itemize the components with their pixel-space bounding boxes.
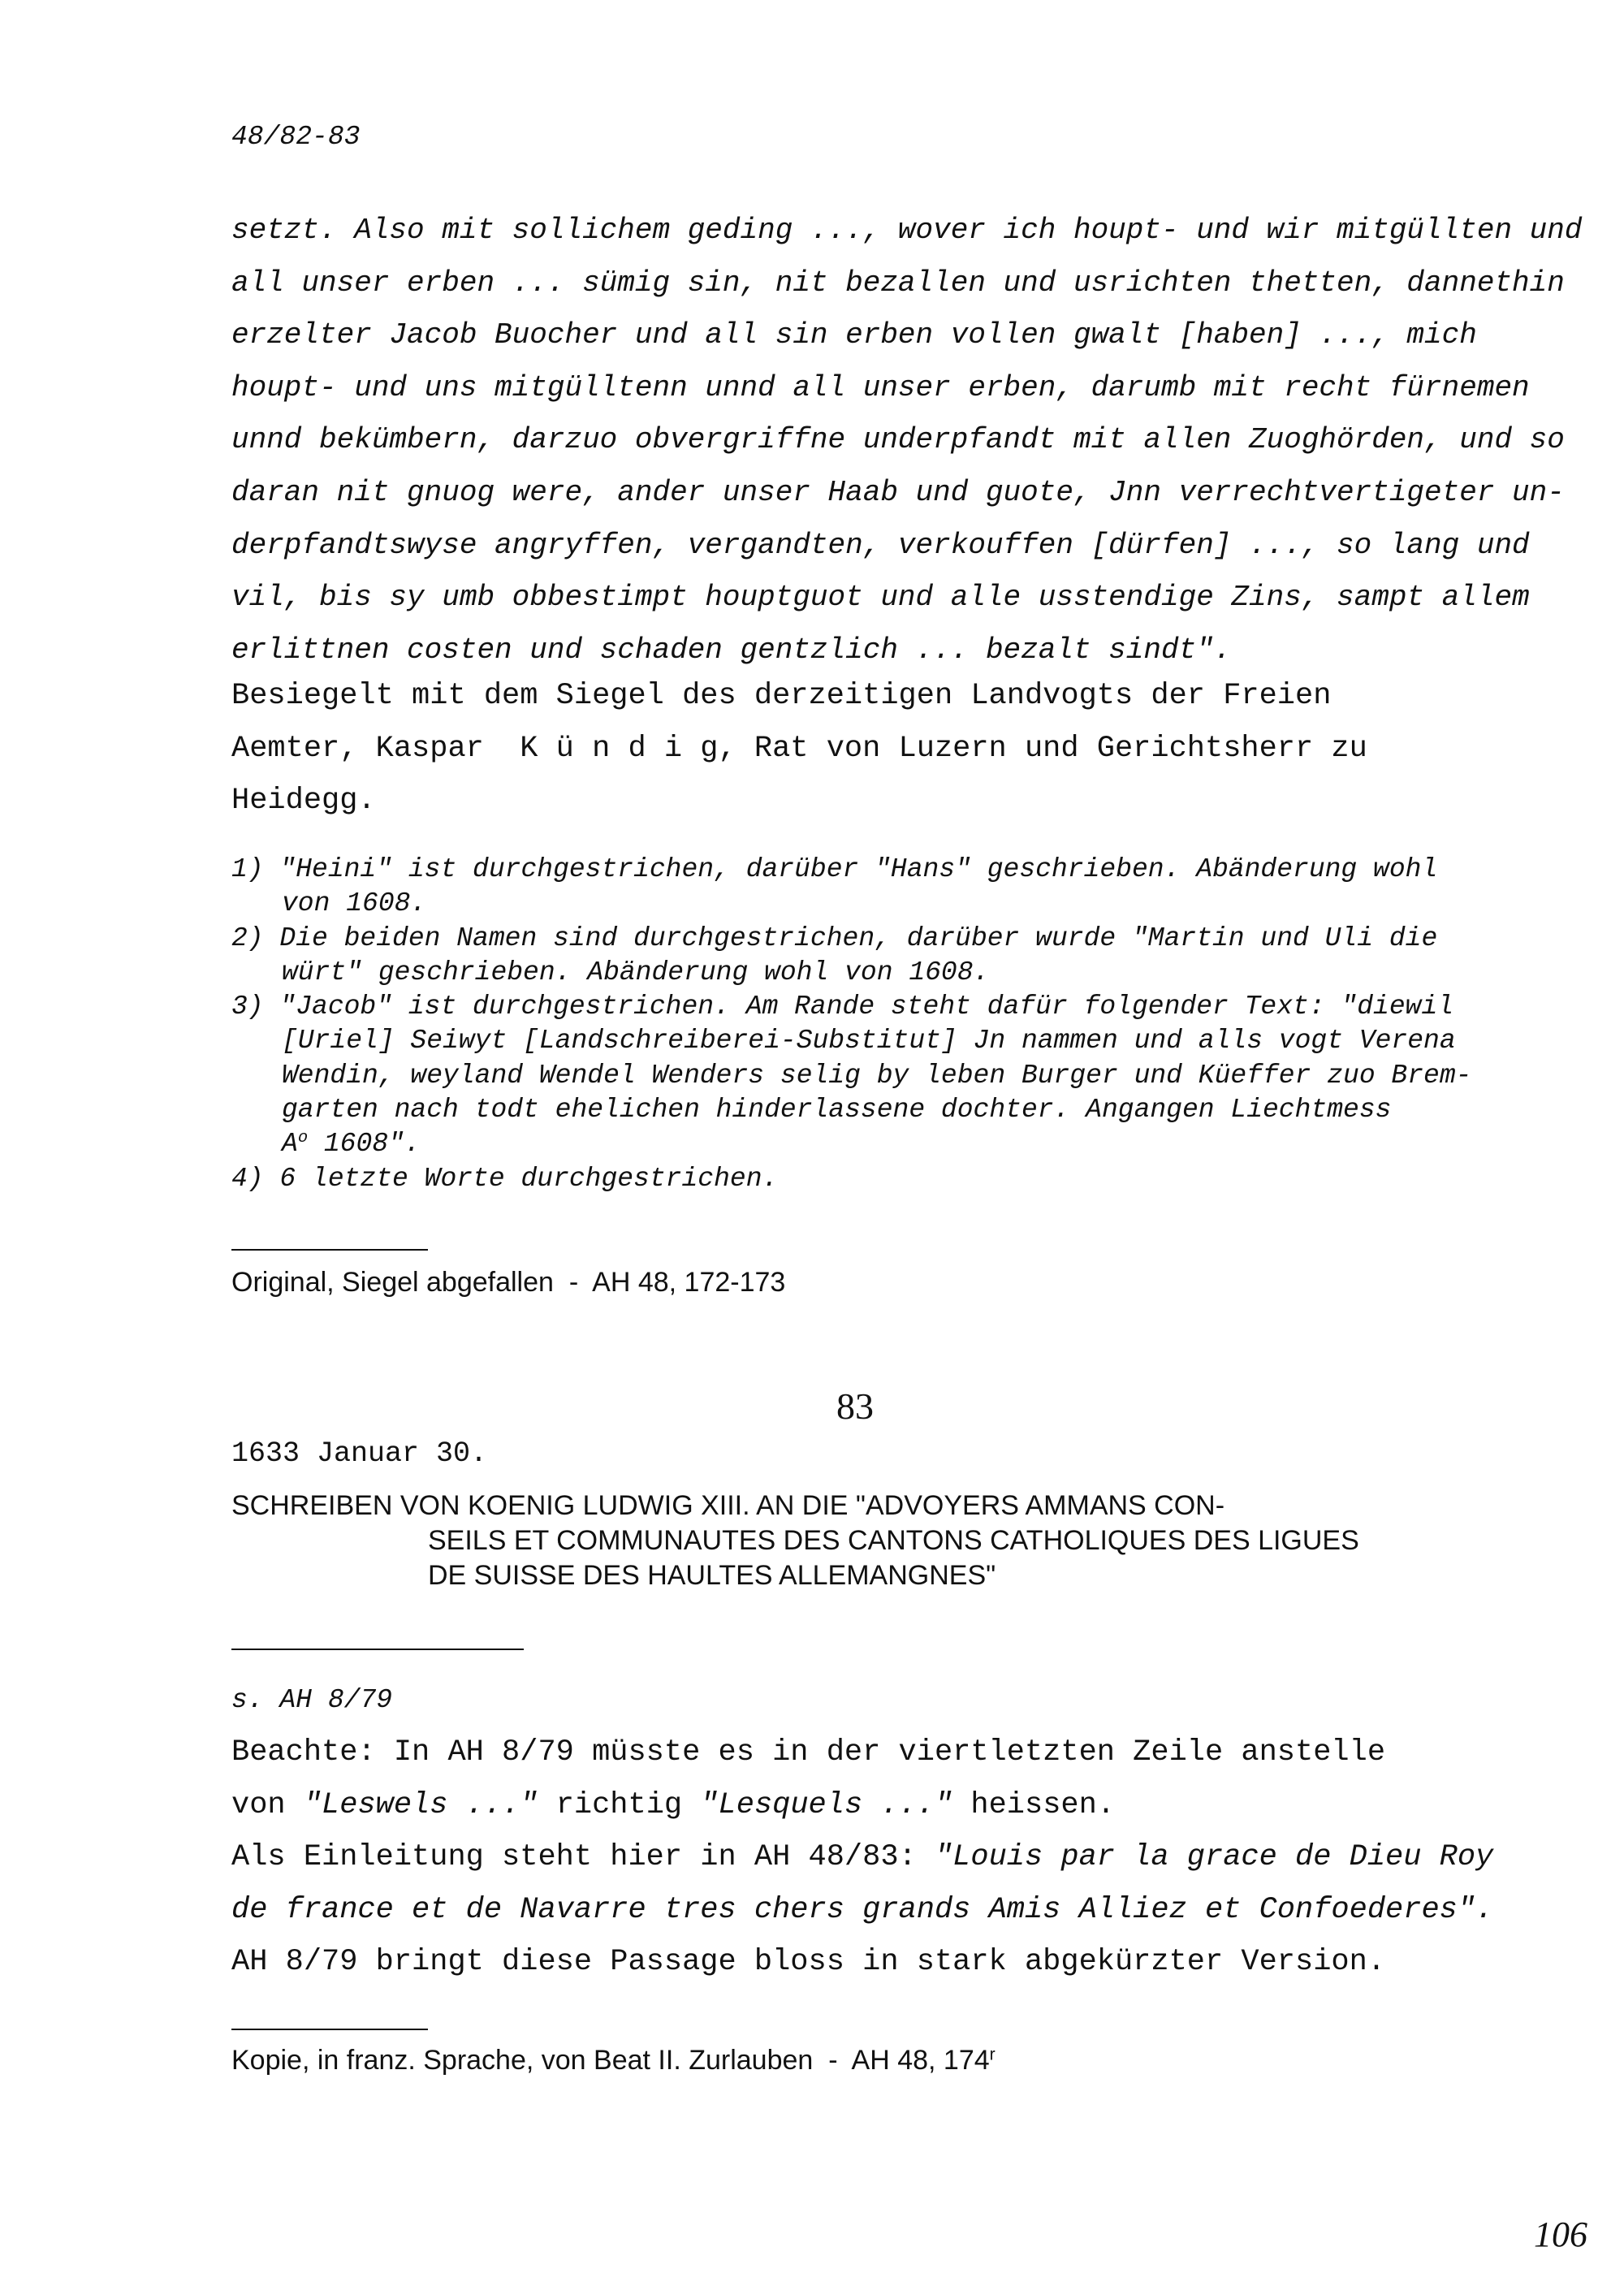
text-span: Als Einleitung steht hier in AH 48/83: [231, 1840, 935, 1874]
document-heading [231, 1489, 1359, 1593]
text-line: Heidegg. [231, 784, 376, 818]
text-line: houpt- und uns mitgülltenn unnd all unser erben, darumb mit recht fürnemen [231, 370, 1530, 404]
text-span: von [231, 1787, 304, 1822]
see-reference: s. AH 8/79 [231, 1685, 393, 1715]
footnote-2-line: 2) Die beiden Namen sind durchgestrichen, darüber wurde "Martin und Uli die [231, 923, 1438, 953]
text-line: vil, bis sy umb obbestimpt houptguot und alle usstendige Zins, sampt allem [231, 581, 1530, 615]
footnote-1-line: von 1608. [282, 888, 427, 919]
text-line: de france et de Navarre tres chers grands Amis Alliez et Confoederes". [231, 1892, 1494, 1927]
heading-line: DE SUISSE DES HAULTES ALLEMANGNES" [428, 1560, 996, 1591]
source-note [231, 2045, 996, 2076]
quoted-span: "Louis par la grace de Dieu Roy [934, 1840, 1494, 1874]
text-line: erzelter Jacob Buocher und all sin erben vollen gwalt [haben] ..., mich [231, 318, 1477, 352]
text-line: erlittnen costen und schaden gentzlich ... bezalt sindt". [231, 633, 1232, 667]
document-number: 83 [836, 1385, 874, 1427]
quoted-span: "Leswels ..." [303, 1787, 538, 1822]
footnote-3-line [231, 1127, 1596, 1161]
text-line: derpfandtswyse angryffen, vergandten, verkouffen [dürfen] ..., so lang und [231, 528, 1530, 562]
heading-line: SEILS ET COMMUNAUTES DES CANTONS CATHOLIQUES DES LIGUES [428, 1525, 1359, 1556]
text-line: AH 8/79 bringt diese Passage bloss in stark abgekürzter Version. [231, 1945, 1386, 1979]
footnotes [231, 853, 1596, 1196]
separator-rule [231, 1649, 524, 1650]
footnote-3-line: Wendin, weyland Wendel Wenders selig by leben Burger und Küeffer zuo Brem- [282, 1060, 1472, 1091]
text-line: Besiegelt mit dem Siegel des derzeitigen Landvogts der Freien [231, 679, 1332, 713]
source-superscript: r [989, 2045, 996, 2064]
anno-prefix: A [282, 1129, 298, 1160]
source-text: Kopie, in franz. Sprache, von Beat II. Zurlauben - AH 48, 174 [231, 2045, 990, 2076]
handwritten-folio-number: 106 [1534, 2215, 1587, 2254]
text-line: Beachte: In AH 8/79 müsste es in der viertletzten Zeile anstelle [231, 1735, 1386, 1770]
footnote-2-line: würt" geschrieben. Abänderung wohl von 1608. [282, 957, 990, 987]
text-line: setzt. Also mit sollichem geding ..., wover ich houpt- und wir mitgüllten und [231, 214, 1583, 247]
text-line: Aemter, Kaspar K ü n d i g, Rat von Luzern und Gerichtsherr zu [231, 731, 1367, 766]
separator-rule [231, 1249, 428, 1251]
text-line: unnd bekümbern, darzuo obvergriffne underpfandt mit allen Zuoghörden, und so [231, 423, 1565, 457]
document-date: 1633 Januar 30. [231, 1437, 488, 1470]
seal-paragraph [231, 670, 1596, 828]
anno-superscript: o [297, 1129, 309, 1148]
anno-rest: 1608". [308, 1129, 421, 1160]
quoted-span: "Lesquels ..." [700, 1787, 953, 1822]
heading-line: SCHREIBEN VON KOENIG LUDWIG XIII. AN DIE "ADVOYERS AMMANS CON- [231, 1490, 1225, 1521]
text-line: daran nit gnuog were, ander unser Haab und guote, Jnn verrechtvertigeter un- [231, 475, 1565, 509]
separator-rule [231, 2029, 428, 2030]
footnote-3-line: 3) "Jacob" ist durchgestrichen. Am Rande steht dafür folgender Text: "diewil [231, 992, 1454, 1022]
source-note: Original, Siegel abgefallen - AH 48, 172-173 [231, 1267, 786, 1298]
footnote-3-line: garten nach todt ehelichen hinderlassene dochter. Angangen Liechtmess [282, 1095, 1392, 1126]
text-line [231, 1779, 1596, 1832]
page-reference: 48/82-83 [231, 122, 361, 152]
footnote-1-line: 1) "Heini" ist durchgestrichen, darüber "Hans" geschrieben. Abänderung wohl [231, 854, 1438, 884]
text-line [231, 1831, 1596, 1884]
note-paragraph [231, 1726, 1596, 1989]
text-line: all unser erben ... sümig sin, nit bezallen und usrichten thetten, dannethin [231, 266, 1565, 300]
footnote-4-line: 4) 6 letzte Worte durchgestrichen. [231, 1163, 779, 1194]
footnote-3-line: [Uriel] Seiwyt [Landschreiberei-Substitut] Jn nammen und alls vogt Verena [282, 1026, 1456, 1057]
quoted-text-block [231, 205, 1596, 676]
text-span: heissen. [952, 1787, 1116, 1822]
text-span: richtig [538, 1787, 701, 1822]
